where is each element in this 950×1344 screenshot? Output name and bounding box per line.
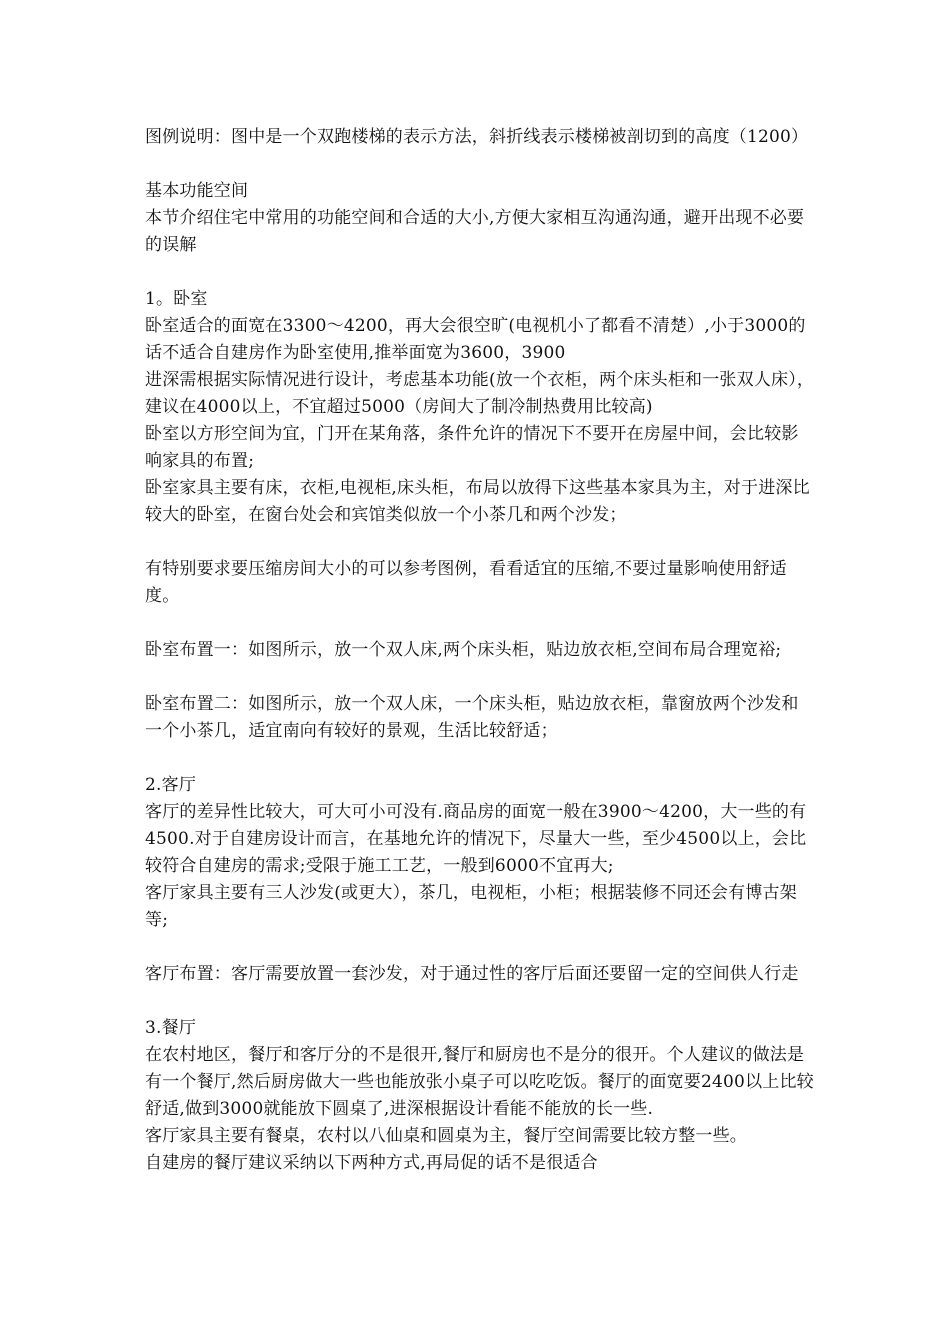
bedroom-paragraph-5: 有特别要求要压缩房间大小的可以参考图例，看看适宜的压缩,不要过量影响使用舒适度。 xyxy=(145,559,788,606)
section-intro: 本节介绍住宅中常用的功能空间和合适的大小,方便大家相互沟通沟通，避开出现不必要的误解 xyxy=(145,208,805,255)
bedroom-paragraph-3: 卧室以方形空间为宜，门开在某角落，条件允许的情况下不要开在房屋中间，会比较影响家具的布置; xyxy=(145,424,799,471)
living-room-paragraph-2: 客厅家具主要有三人沙发(或更大），茶几，电视柜，小柜；根据装修不同还会有博古架等; xyxy=(145,883,797,930)
blank-line xyxy=(145,988,815,1015)
blank-line xyxy=(145,259,815,286)
blank-line xyxy=(145,934,815,961)
legend-paragraph: 图例说明：图中是一个双跑楼梯的表示方法，斜折线表示楼梯被剖切到的高度（1200） xyxy=(145,127,809,147)
section-title: 基本功能空间 xyxy=(145,181,249,201)
living-room-paragraph-1: 客厅的差异性比较大，可大可小可没有.商品房的面宽一般在3900～4200，大一些的有4500.对于自建房设计而言，在基地允许的情况下，尽量大一些，至少4500以上，会比较符合自建房的需求;受限于施工工艺，一般到6000不宜再大; xyxy=(145,802,807,876)
blank-line xyxy=(145,745,815,772)
dining-room-paragraph-1: 在农村地区，餐厅和客厅分的不是很开,餐厅和厨房也不是分的很开。个人建议的做法是有一个餐厅,然后厨房做大一些也能放张小桌子可以吃吃饭。餐厅的面宽要2400以上比较舒适,做到3000就能放下圆桌了,进深根据设计看能不能放的长一些. xyxy=(145,1045,814,1119)
living-room-heading: 2.客厅 xyxy=(145,775,197,795)
bedroom-paragraph-4: 卧室家具主要有床，衣柜,电视柜,床头柜，布局以放得下这些基本家具为主，对于进深比较大的卧室，在窗台处会和宾馆类似放一个小茶几和两个沙发； xyxy=(145,478,810,525)
bedroom-layout-2: 卧室布置二：如图所示，放一个双人床，一个床头柜，贴边放衣柜，靠窗放两个沙发和一个小茶几，适宜南向有较好的景观，生活比较舒适； xyxy=(145,694,799,741)
blank-line xyxy=(145,151,815,178)
blank-line xyxy=(145,610,815,637)
dining-room-paragraph-2: 客厅家具主要有餐桌，农村以八仙桌和圆桌为主，餐厅空间需要比较方整一些。 xyxy=(145,1126,747,1146)
document-body xyxy=(145,124,815,1177)
blank-line xyxy=(145,664,815,691)
bedroom-paragraph-2: 进深需根据实际情况进行设计，考虑基本功能(放一个衣柜，两个床头柜和一张双人床），建议在4000以上，不宜超过5000（房间大了制冷制热费用比较高) xyxy=(145,370,815,417)
blank-line xyxy=(145,529,815,556)
bedroom-layout-1: 卧室布置一：如图所示，放一个双人床,两个床头柜，贴边放衣柜,空间布局合理宽裕; xyxy=(145,640,782,660)
dining-room-heading: 3.餐厅 xyxy=(145,1018,197,1038)
living-room-layout: 客厅布置：客厅需要放置一套沙发，对于通过性的客厅后面还要留一定的空间供人行走 xyxy=(145,964,799,984)
bedroom-heading: 1。卧室 xyxy=(145,289,208,309)
dining-room-paragraph-3: 自建房的餐厅建议采纳以下两种方式,再局促的话不是很适合 xyxy=(145,1153,598,1173)
bedroom-paragraph-1: 卧室适合的面宽在3300～4200，再大会很空旷(电视机小了都看不清楚）,小于3000的话不适合自建房作为卧室使用,推举面宽为3600，3900 xyxy=(145,316,806,363)
